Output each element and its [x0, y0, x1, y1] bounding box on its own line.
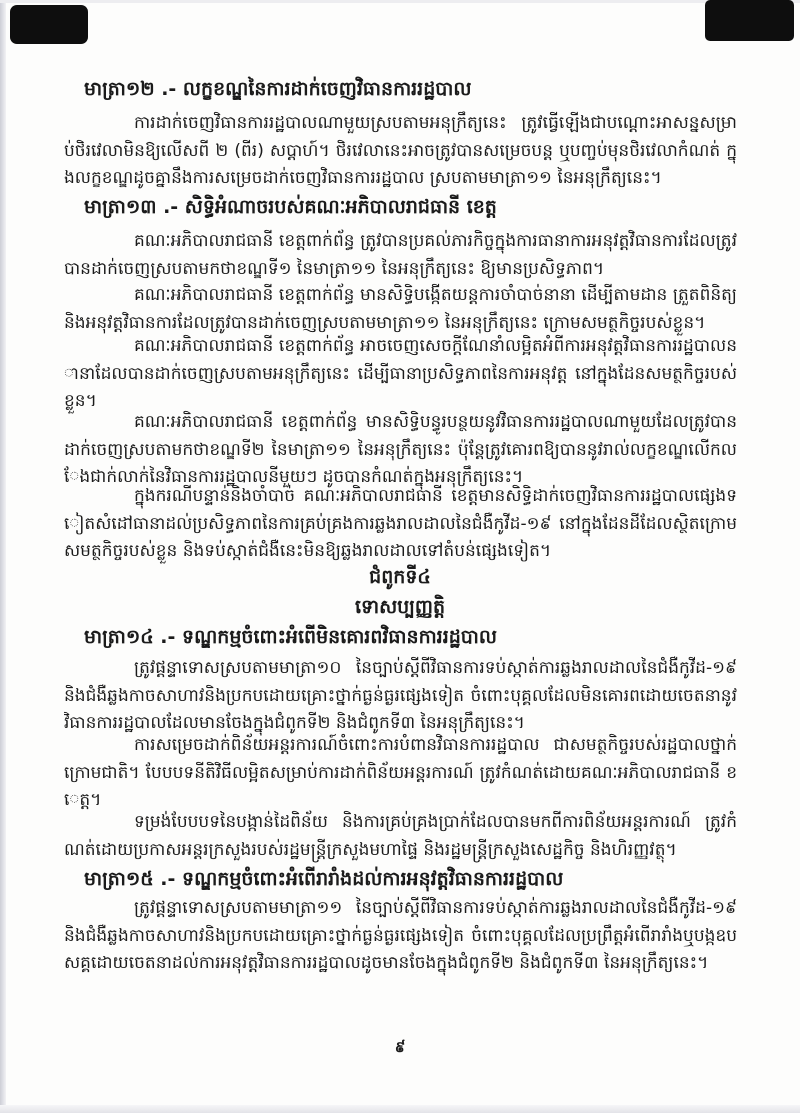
scan-top-edge-shadow [0, 0, 800, 3]
scan-bottom-edge-shadow [0, 1105, 800, 1113]
chapter-4-title: ទោសប្បញ្ញត្តិ [354, 596, 446, 618]
chapter-4-number: ជំពូកទី៤ [369, 566, 431, 588]
article-12-paragraph: ការដាក់ចេញវិធានការរដ្ឋបាលណាមួយស្របតាមអនុក្រឹត្យនេះ ត្រូវធ្វើឡើងជាបណ្ដោះអាសន្នសម្រាប់ថិរវេលាមិនឱ្យលើសពី ២ (ពីរ) សប្តាហ៍។ ថិរវេលានេះអាចត្រូវបានសម្រេចបន្ត ឬបញ្ចប់មុនថិរវេលាកំណត់ ក្នុងលក្ខខណ្ឌដូចគ្នានឹងការសម្រេចដាក់ចេញវិធានការរដ្ឋបាល ស្របតាមមាត្រា១១ នៃអនុក្រឹត្យនេះ។ [64, 113, 737, 188]
article-14-paragraph-1: ត្រូវផ្តន្ទាទោសស្របតាមមាត្រា១០ នៃច្បាប់ស្តីពីវិធានការទប់ស្កាត់ការឆ្លងរាលដាលនៃជំងឺកូវីដ-១៩ និងជំងឺឆ្លងកាចសាហាវនិងប្រកបដោយគ្រោះថ្នាក់ធ្ងន់ធ្ងរផ្សេងទៀត ចំពោះបុគ្គលដែលមិនគោរពដោយចេតនានូវវិធានការរដ្ឋបាលដែលមានចែងក្នុងជំពូកទី២ និងជំពូកទី៣ នៃអនុក្រឹត្យនេះ។ [64, 658, 737, 733]
article-15-paragraph-1: ត្រូវផ្តន្ទាទោសស្របតាមមាត្រា១១ នៃច្បាប់ស្តីពីវិធានការទប់ស្កាត់ការឆ្លងរាលដាលនៃជំងឺកូវីដ-១៩ និងជំងឺឆ្លងកាចសាហាវនិងប្រកបដោយគ្រោះថ្នាក់ធ្ងន់ធ្ងរផ្សេងទៀត ចំពោះបុគ្គលដែលប្រព្រឹត្តអំពើរារាំងឬបង្កឧបសគ្គដោយចេតនាដល់ការអនុវត្តវិធានការរដ្ឋបាលដូចមានចែងក្នុងជំពូកទី២ និងជំពូកទី៣ នៃអនុក្រឹត្យនេះ។ [64, 898, 737, 973]
article-13-paragraph-5: ក្នុងករណីបន្ទាន់និងចាំបាច់ គណៈអភិបាលរាជធានី ខេត្តមានសិទ្ធិដាក់ចេញវិធានការរដ្ឋបាលផ្សេងទៀតសំដៅធានាដល់ប្រសិទ្ធភាពនៃការគ្រប់គ្រងការឆ្លងរាលដាលនៃជំងឺកូវីដ-១៩ នៅក្នុងដែនដីដែលស្ថិតក្រោមសមត្ថកិច្ចរបស់ខ្លួន និងទប់ស្កាត់ជំងឺនេះមិនឱ្យឆ្លងរាលដាលទៅតំបន់ផ្សេងទៀត។ [64, 486, 737, 561]
article-13-paragraph-4: គណៈអភិបាលរាជធានី ខេត្តពាក់ព័ន្ធ មានសិទ្ធិបន្ធូរបន្ថយនូវវិធានការរដ្ឋបាលណាមួយដែលត្រូវបានដាក់ចេញស្របតាមកថាខណ្ឌទី២ នៃមាត្រា១១ នៃអនុក្រឹត្យនេះ ប៉ុន្តែត្រូវគោរពឱ្យបាននូវរាល់លក្ខខណ្ឌលើកលែងជាក់លាក់នៃវិធានការរដ្ឋបាលនីមួយៗ ដូចបានកំណត់ក្នុងអនុក្រឹត្យនេះ។ [64, 412, 737, 487]
article-13-heading: មាត្រា១៣ .- សិទ្ធិអំណាចរបស់គណៈអភិបាលរាជធានី ខេត្ត [84, 196, 497, 218]
page-number: ៩ [394, 1038, 406, 1056]
scan-left-edge-shadow [0, 0, 6, 1113]
article-14-paragraph-2: ការសម្រេចដាក់ពិន័យអន្តរការណ៍ចំពោះការបំពានវិធានការរដ្ឋបាល ជាសមត្ថកិច្ចរបស់រដ្ឋបាលថ្នាក់ក្រោមជាតិ។ បែបបទនីតិវិធីលម្អិតសម្រាប់ការដាក់ពិន័យអន្តរការណ៍ ត្រូវកំណត់ដោយគណៈអភិបាលរាជធានី ខេត្ត។ [64, 735, 737, 810]
article-12-heading: មាត្រា១២ .- លក្ខខណ្ឌនៃការដាក់ចេញវិធានការរដ្ឋបាល [84, 78, 472, 100]
scan-corner-mark-top-right [705, 0, 794, 41]
chapter-4-heading [0, 562, 800, 626]
article-13-paragraph-3: គណៈអភិបាលរាជធានី ខេត្តពាក់ព័ន្ធ អាចចេញសេចក្តីណែនាំលម្អិតអំពីការអនុវត្តវិធានការរដ្ឋបាលនានាដែលបានដាក់ចេញស្របតាមអនុក្រឹត្យនេះ ដើម្បីធានាប្រសិទ្ធភាពនៃការអនុវត្ត នៅក្នុងដែនសមត្ថកិច្ចរបស់ខ្លួន។ [64, 336, 737, 411]
article-13-paragraph-1: គណៈអភិបាលរាជធានី ខេត្តពាក់ព័ន្ធ ត្រូវបានប្រគល់ភារកិច្ចក្នុងការធានាការអនុវត្តវិធានការដែលត្រូវបានដាក់ចេញស្របតាមកថាខណ្ឌទី១ នៃមាត្រា១១ នៃអនុក្រឹត្យនេះ ឱ្យមានប្រសិទ្ធភាព។ [64, 231, 737, 279]
article-14-paragraph-3: ទម្រង់បែបបទនៃបង្កាន់ដៃពិន័យ និងការគ្រប់គ្រងប្រាក់ដែលបានមកពីការពិន័យអន្តរការណ៍ ត្រូវកំណត់ដោយប្រកាសអន្តរក្រសួងរបស់រដ្ឋមន្ត្រីក្រសួងមហាផ្ទៃ និងរដ្ឋមន្ត្រីក្រសួងសេដ្ឋកិច្ច និងហិរញ្ញវត្ថុ។ [64, 812, 737, 860]
article-14-heading: មាត្រា១៤ .- ទណ្ឌកម្មចំពោះអំពើមិនគោរពវិធានការរដ្ឋបាល [84, 626, 497, 648]
scan-corner-mark-top-left [10, 5, 88, 44]
article-13-paragraph-2: គណៈអភិបាលរាជធានី ខេត្តពាក់ព័ន្ធ មានសិទ្ធិបង្កើតយន្តការចាំបាច់នានា ដើម្បីតាមដាន ត្រួតពិនិត្យនិងអនុវត្តវិធានការដែលត្រូវបានដាក់ចេញស្របតាមមាត្រា១១ នៃអនុក្រឹត្យនេះ ក្រោមសមត្ថកិច្ចរបស់ខ្លួន។ [64, 285, 737, 333]
article-15-heading: មាត្រា១៥ .- ទណ្ឌកម្មចំពោះអំពើរារាំងដល់ការអនុវត្តវិធានការរដ្ឋបាល [84, 868, 564, 890]
